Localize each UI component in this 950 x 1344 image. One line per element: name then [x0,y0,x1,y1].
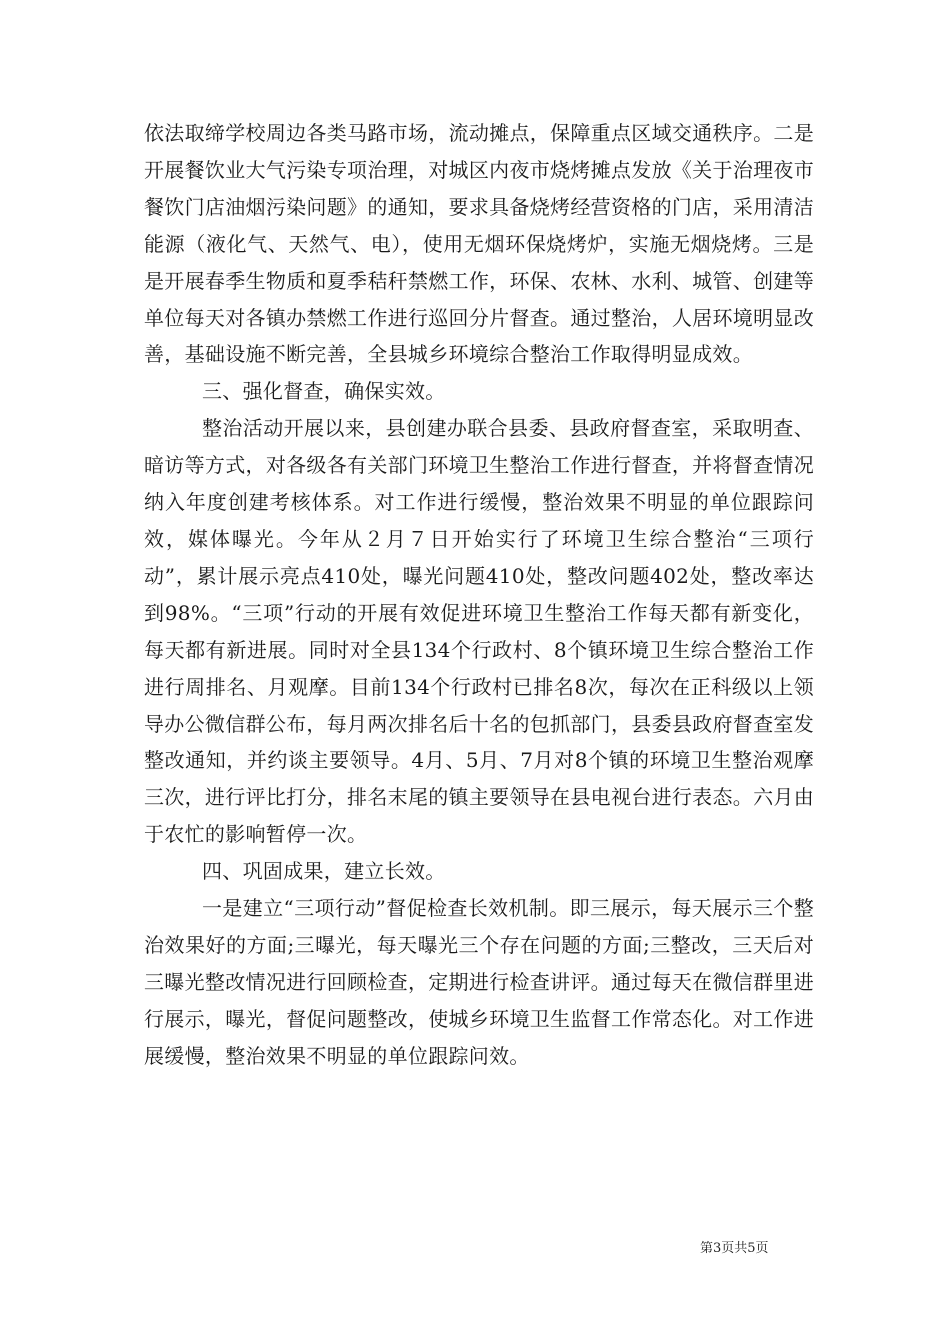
paragraph-continuation: 依法取缔学校周边各类马路市场，流动摊点，保障重点区域交通秩序。二是开展餐饮业大气污染专项治理，对城区内夜市烧烤摊点发放《关于治理夜市餐饮门店油烟污染问题》的通知，要求具备烧烤经营资格的门店，采用清洁能源（液化气、天然气、电），使用无烟环保烧烤炉，实施无烟烧烤。三是是开展春季生物质和夏季秸秆禁燃工作，环保、农林、水利、城管、创建等单位每天对各镇办禁燃工作进行巡回分片督查。通过整治，人居环境明显改善，基础设施不断完善，全县城乡环境综合整治工作取得明显成效。 [144,121,814,367]
paragraph-supervision: 整治活动开展以来，县创建办联合县委、县政府督查室，采取明查、暗访等方式，对各级各有关部门环境卫生整治工作进行督查，并将督查情况纳入年度创建考核体系。对工作进行缓慢，整治效果不明显的单位跟踪问效，媒体曝光。今年从２月７日开始实行了环境卫生综合整治“三项行动”，累计展示亮点410处，曝光问题410处，整改问题402处，整改率达到98%。“三项”行动的开展有效促进环境卫生整治工作每天都有新变化，每天都有新进展。同时对全县134个行政村、8个镇环境卫生综合整治工作进行周排名、月观摩。目前134个行政村已排名8次，每次在正科级以上领导办公微信群公布，每月两次排名后十名的包抓部门，县委县政府督查室发整改通知，并约谈主要领导。4月、5月、7月对8个镇的环境卫生整治观摩三次，进行评比打分，排名末尾的镇主要领导在县电视台进行表态。六月由于农忙的影响暂停一次。 [144,416,814,847]
section-heading-three: 三、强化督查，确保实效。 [202,379,446,404]
page-number-footer: 第3页共5页 [700,1241,769,1256]
section-heading-four: 四、巩固成果，建立长效。 [202,859,446,884]
document-body [144,115,814,1075]
paragraph-long-term-mechanism: 一是建立“三项行动”督促检查长效机制。即三展示，每天展示三个整治效果好的方面;三曝光，每天曝光三个存在问题的方面;三整改，三天后对三曝光整改情况进行回顾检查，定期进行检查讲评。通过每天在微信群里进行展示，曝光，督促问题整改，使城乡环境卫生监督工作常态化。对工作进展缓慢，整治效果不明显的单位跟踪问效。 [144,896,814,1068]
